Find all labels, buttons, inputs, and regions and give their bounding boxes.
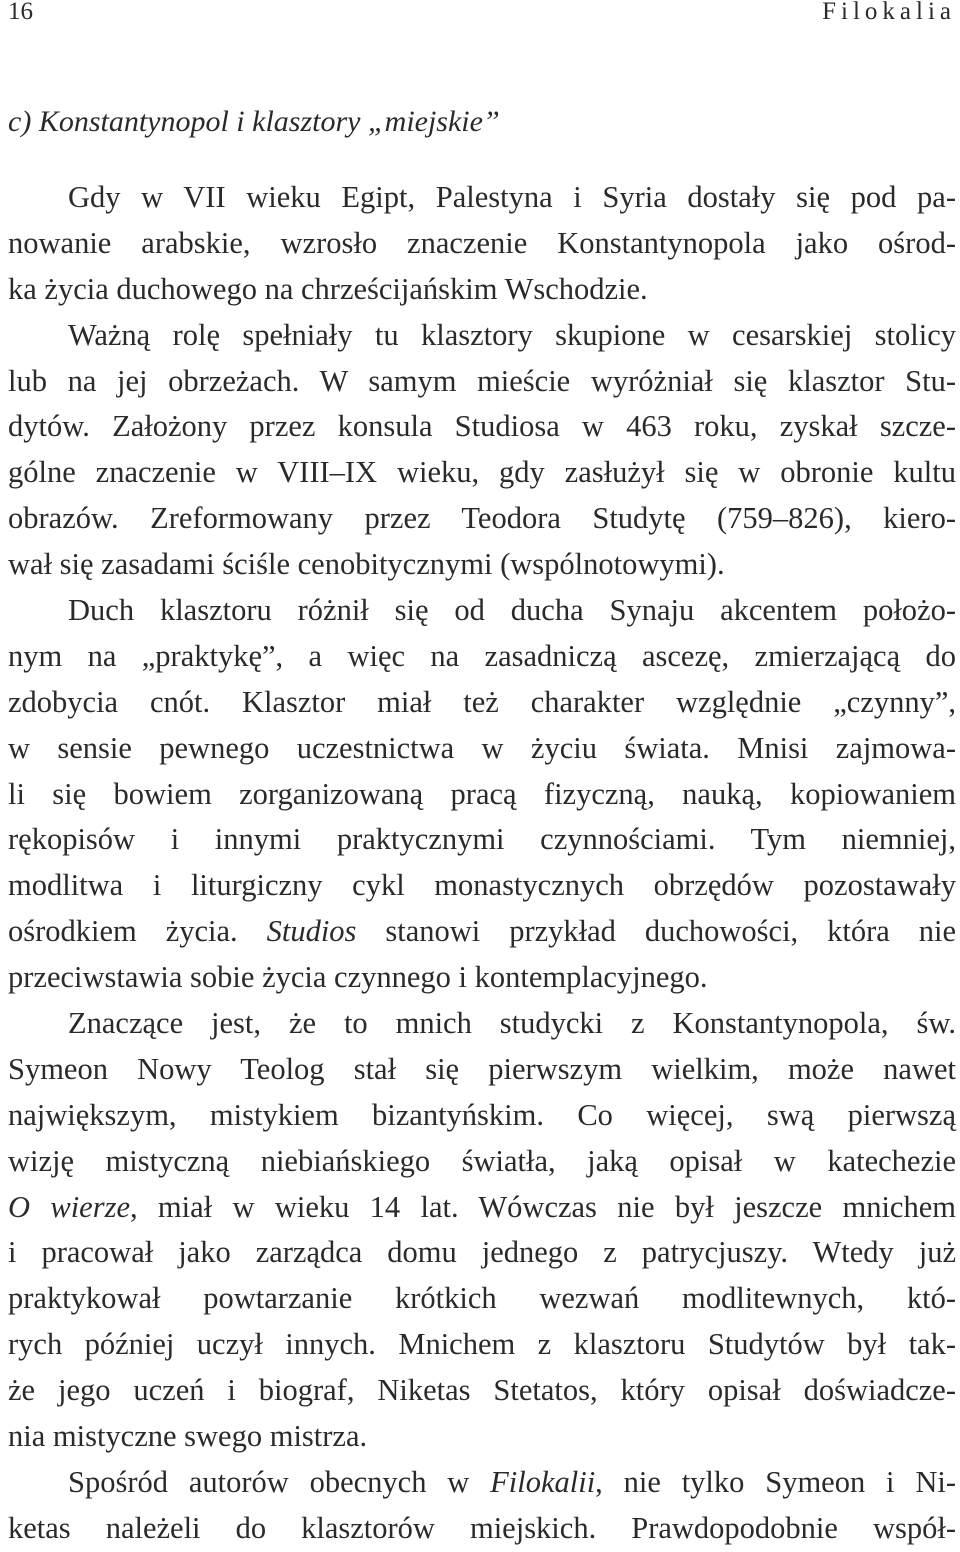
- text-line: nym na „praktykę”, a więc na zasadniczą ascezę, zmierzającą do: [8, 638, 956, 673]
- text-line: przeciwstawia sobie życia czynnego i kontemplacyjnego.: [8, 960, 708, 995]
- text-line: modlitwa i liturgiczny cykl monastycznych obrzędów pozostawały: [8, 868, 956, 903]
- text-line: wizję mistyczną niebiańskiego światła, jaką opisał w katechezie: [8, 1143, 956, 1178]
- text-line: ośrodkiem życia. Studios stanowi przykład duchowości, która nie: [8, 914, 956, 949]
- text-line: obrazów. Zreformowany przez Teodora Studytę (759–826), kiero-: [8, 501, 956, 536]
- text-line: nia mistyczne swego mistrza.: [8, 1419, 368, 1454]
- text-line: Duch klasztoru różnił się od ducha Synaju akcentem położo-: [68, 593, 956, 628]
- page-number: 16: [8, 0, 33, 25]
- text-line: lub na jej obrzeżach. W samym mieście wyróżniał się klasztor Stu-: [8, 363, 956, 398]
- text-line: dytów. Założony przez konsula Studiosa w 463 roku, zyskał szcze-: [8, 409, 956, 444]
- text-line: największym, mistykiem bizantyńskim. Co więcej, swą pierwszą: [8, 1097, 956, 1132]
- running-title: Filokalia: [822, 0, 956, 25]
- text-line: wał się zasadami ściśle cenobitycznymi (wspólnotowymi).: [8, 547, 725, 582]
- text-line: że jego uczeń i biograf, Niketas Stetatos, który opisał doświadcze-: [8, 1373, 956, 1408]
- text-line: ketas należeli do klasztorów miejskich. Prawdopodobnie współ-: [8, 1510, 956, 1545]
- text-line: Ważną rolę spełniały tu klasztory skupione w cesarskiej stolicy: [68, 317, 956, 352]
- page-header: [0, 0, 960, 30]
- text-line: ka życia duchowego na chrześcijańskim Wschodzie.: [8, 271, 648, 306]
- italic-title-o-wierze: O wierze: [8, 1189, 130, 1224]
- text-line: Gdy w VII wieku Egipt, Palestyna i Syria dostały się pod pa-: [68, 180, 956, 214]
- text-line: i pracował jako zarządca domu jednego z patrycjuszy. Wtedy już: [8, 1235, 956, 1270]
- section-title: c) Konstantynopol i klasztory „miejskie”: [8, 105, 500, 138]
- text-line: praktykował powtarzanie krótkich wezwań modlitewnych, któ-: [8, 1281, 956, 1316]
- text-line: nowanie arabskie, wzrosło znaczenie Konstantynopola jako ośrod-: [8, 225, 956, 260]
- text-line: O wierze, miał w wieku 14 lat. Wówczas nie był jeszcze mnichem: [8, 1189, 956, 1224]
- text-line: li się bowiem zorganizowaną pracą fizyczną, nauką, kopiowaniem: [8, 776, 956, 811]
- text-line: w sensie pewnego uczestnictwa w życiu świata. Mnisi zajmowa-: [8, 730, 956, 765]
- text-line: Spośród autorów obecnych w Filokalii, nie tylko Symeon i Ni-: [68, 1464, 956, 1499]
- italic-title-studios: Studios: [266, 914, 357, 949]
- body-text: [8, 175, 956, 1552]
- text-line: rych później uczył innych. Mnichem z klasztoru Studytów był tak-: [8, 1327, 956, 1362]
- text-line: Symeon Nowy Teolog stał się pierwszym wielkim, może nawet: [8, 1051, 956, 1086]
- italic-title-filokalii: Filokalii: [490, 1464, 596, 1499]
- text-line: rękopisów i innymi praktycznymi czynnościami. Tym niemniej,: [8, 822, 956, 857]
- text-line: zdobycia cnót. Klasztor miał też charakter względnie „czynny”,: [8, 684, 956, 719]
- text-line: Znaczące jest, że to mnich studycki z Konstantynopola, św.: [68, 1006, 956, 1041]
- text-line: gólne znaczenie w VIII–IX wieku, gdy zasłużył się w obronie kultu: [8, 455, 956, 490]
